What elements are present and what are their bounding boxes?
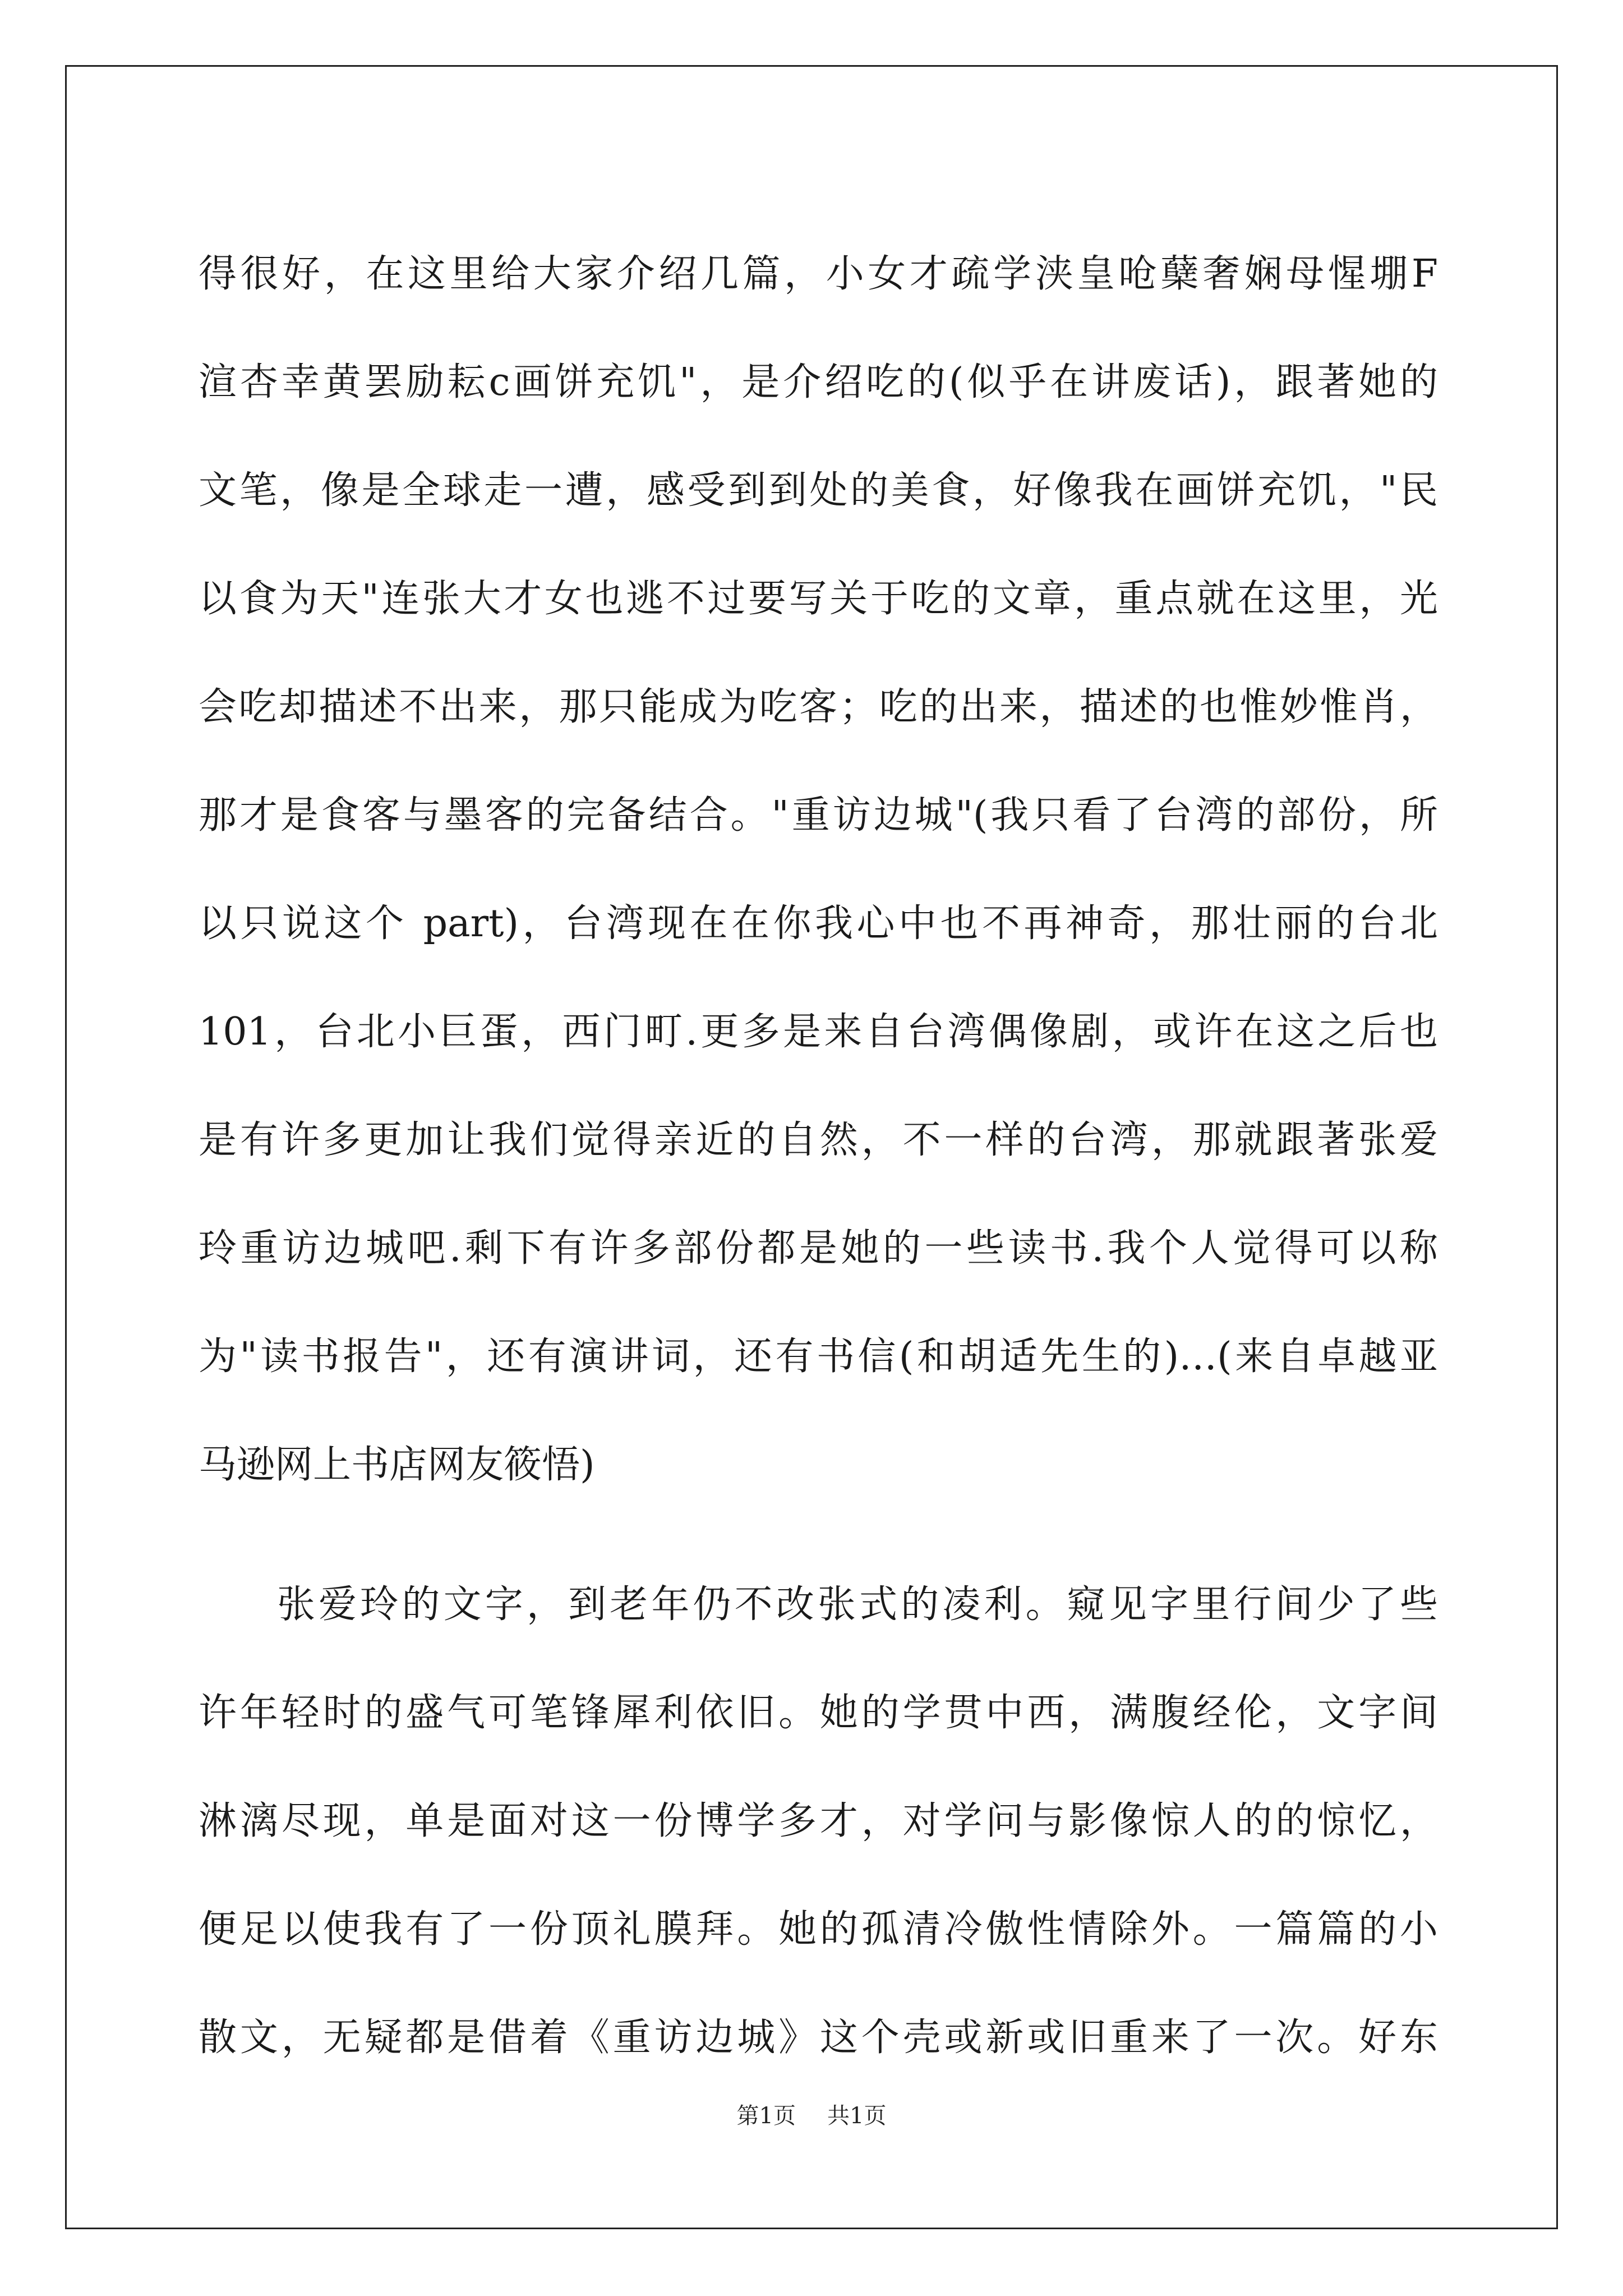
text-line: 马逊网上书店网友筱悟)	[199, 1443, 595, 1487]
text-line: 渲杏幸黄罢励耘c画饼充饥"，是介绍吃的(似乎在讲废话)，跟著她的	[199, 360, 1438, 404]
page-number: 第1页	[736, 2103, 796, 2129]
page-total: 共1页	[827, 2103, 887, 2129]
text-line: 那才是食客与墨客的完备结合。"重访边城"(我只看了台湾的部份，所	[199, 793, 1438, 838]
text-line: 为"读书报告"，还有演讲词，还有书信(和胡适先生的)…(来自卓越亚	[199, 1335, 1438, 1379]
text-line: 散文，无疑都是借着《重访边城》这个壳或新或旧重来了一次。好东	[199, 2016, 1438, 2060]
paragraph-gap	[199, 1519, 1438, 1550]
paragraph-1	[199, 220, 1438, 1519]
text-line: 以只说这个 part)，台湾现在在你我心中也不再神奇，那壮丽的台北	[199, 901, 1438, 946]
text-line: 是有许多更加让我们觉得亲近的自然，不一样的台湾，那就跟著张爱	[199, 1118, 1438, 1162]
paragraph-2	[199, 1550, 1438, 2092]
text-line: 101，台北小巨蛋，西门町.更多是来自台湾偶像剧，或许在这之后也	[199, 1010, 1438, 1054]
text-line: 便足以使我有了一份顶礼膜拜。她的孤清冷傲性情除外。一篇篇的小	[199, 1907, 1438, 1952]
text-line: 以食为天"连张大才女也逃不过要写关于吃的文章，重点就在这里，光	[199, 577, 1438, 621]
text-line: 淋漓尽现，单是面对这一份博学多才，对学问与影像惊人的的惊忆，	[199, 1799, 1438, 1843]
text-line: 会吃却描述不出来，那只能成为吃客；吃的出来，描述的也惟妙惟肖，	[199, 685, 1438, 729]
document-body	[199, 220, 1438, 2092]
text-line: 文笔，像是全球走一遭，感受到到处的美食，好像我在画饼充饥，"民	[199, 468, 1438, 513]
text-line: 张爱玲的文字，到老年仍不改张式的凌利。窥见字里行间少了些	[277, 1582, 1438, 1627]
text-line: 得很好，在这里给大家介绍几篇，小女才疏学浃皇呛蘖奢娴母惺堋F	[199, 252, 1438, 296]
text-line: 玲重访边城吧.剩下有许多部份都是她的一些读书.我个人觉得可以称	[199, 1226, 1438, 1271]
page-footer	[0, 2099, 1623, 2133]
text-line: 许年轻时的盛气可笔锋犀利依旧。她的学贯中西，满腹经伦，文字间	[199, 1691, 1438, 1735]
